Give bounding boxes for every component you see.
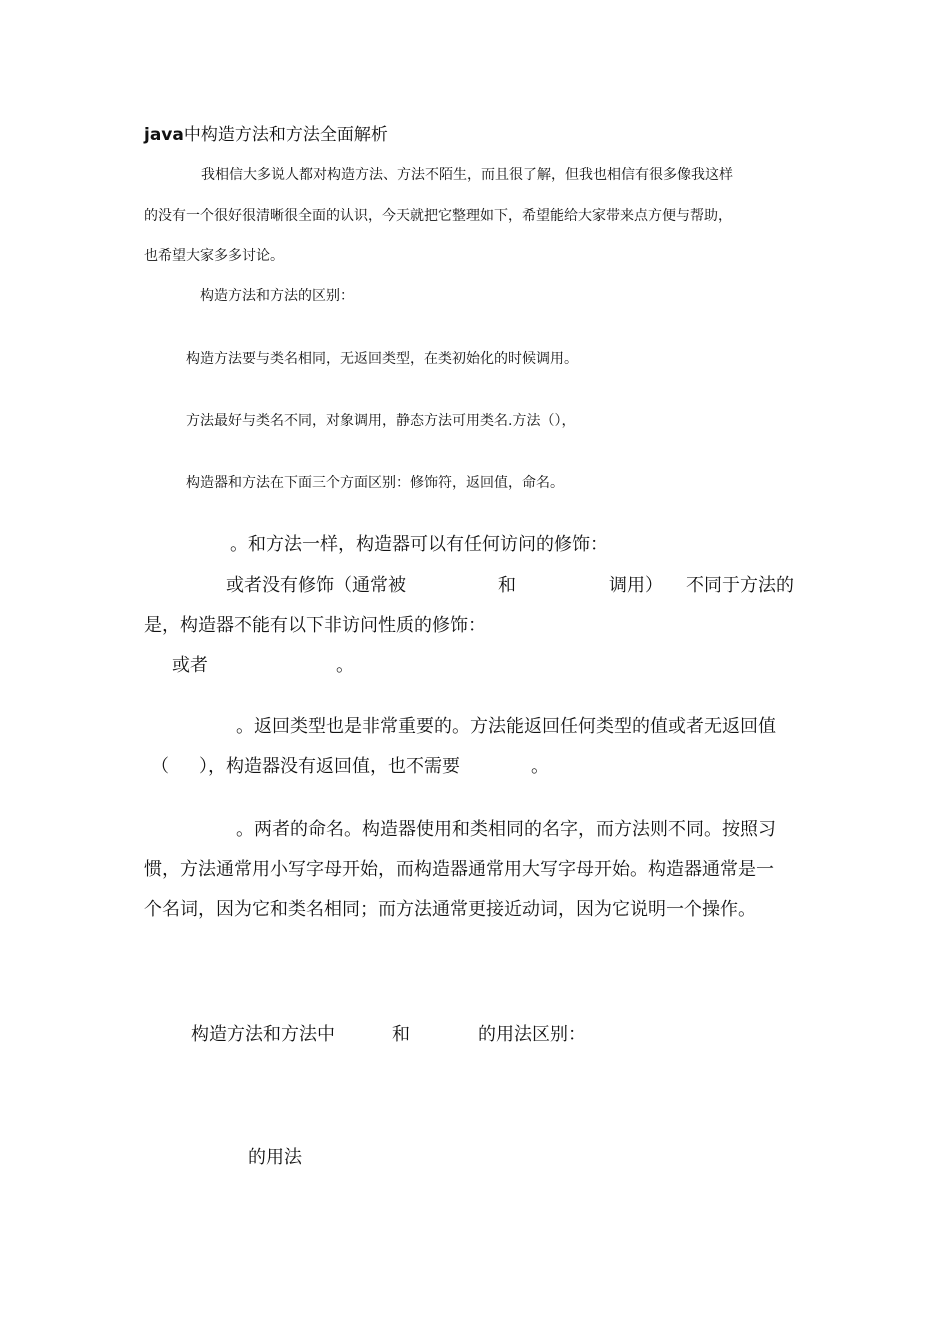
section2-heading-c: 的用法区别： — [478, 1024, 586, 1045]
title-text: 中构造方法和方法全面解析 — [183, 125, 388, 145]
section1-heading: 构造方法和方法的区别： — [200, 288, 354, 304]
modifiers-line-2b: 和 — [498, 575, 516, 596]
document-title — [144, 120, 388, 145]
naming-line-2: 惯，方法通常用小写字母开始，而构造器通常用大写字母开始。构造器通常是一 — [144, 859, 774, 880]
return-type-line-1: 。返回类型也是非常重要的。方法能返回任何类型的值或者无返回值 — [236, 716, 776, 737]
title-latin: java — [144, 125, 184, 145]
intro-line-3: 也希望大家多多讨论。 — [144, 248, 284, 264]
modifiers-line-4a: 或者 — [172, 655, 208, 676]
modifiers-line-4b: 。 — [336, 655, 354, 676]
naming-line-1: 。两者的命名。构造器使用和类相同的名字，而方法则不同。按照习 — [236, 819, 776, 840]
intro-line-2: 的没有一个很好很清晰很全面的认识，今天就把它整理如下，希望能给大家带来点方便与帮助， — [144, 208, 732, 224]
section1-item-2: 方法最好与类名不同，对象调用，静态方法可用类名.方法（）， — [186, 413, 576, 429]
modifiers-line-2a: 或者没有修饰（通常被 — [226, 575, 406, 596]
return-type-line-2b: ），构造器没有返回值，也不需要 — [199, 756, 460, 777]
modifiers-line-1: 。和方法一样，构造器可以有任何访问的修饰： — [230, 534, 608, 555]
naming-line-3: 个名词，因为它和类名相同；而方法通常更接近动词，因为它说明一个操作。 — [144, 899, 756, 920]
section1-item-3: 构造器和方法在下面三个方面区别：修饰符，返回值，命名。 — [186, 475, 564, 491]
intro-line-1: 我相信大多说人都对构造方法、方法不陌生，而且很了解，但我也相信有很多像我这样 — [201, 167, 733, 183]
section1-item-1: 构造方法要与类名相同，无返回类型，在类初始化的时候调用。 — [186, 351, 578, 367]
modifiers-line-3: 是，构造器不能有以下非访问性质的修饰： — [144, 615, 486, 636]
section2-heading-b: 和 — [392, 1024, 410, 1045]
return-type-line-2a: （ — [151, 756, 169, 777]
modifiers-line-2c: 调用） — [609, 575, 663, 596]
modifiers-line-2d: 不同于方法的 — [686, 575, 794, 596]
section3-heading: 的用法 — [248, 1147, 302, 1168]
return-type-line-2c: 。 — [531, 756, 549, 777]
section2-heading-a: 构造方法和方法中 — [191, 1024, 335, 1045]
